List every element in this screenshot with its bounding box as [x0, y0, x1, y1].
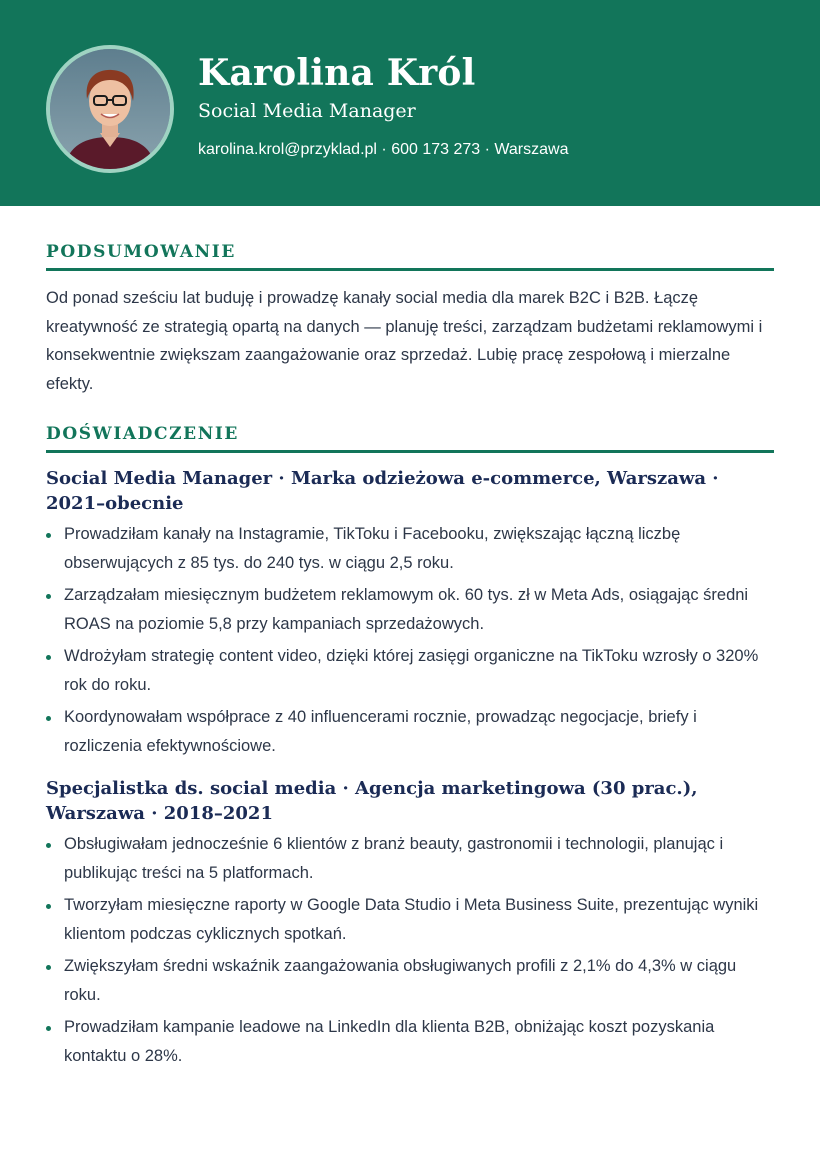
- bullet-item: [46, 952, 774, 1009]
- job-bullets: [46, 520, 774, 760]
- bullet-item: [46, 581, 774, 638]
- summary-section: [46, 242, 774, 398]
- person-icon: [50, 49, 170, 169]
- bullet-item: [46, 830, 774, 887]
- resume-header: [0, 0, 820, 206]
- job-title: Social Media Manager · Marka odzieżowa e-commerce, Warszawa · 2021–obecnie: [46, 468, 719, 514]
- bullet-text: Obsługiwałam jednocześnie 6 klientów z branż beauty, gastronomii i technologii, planując i publikując treści na 5 platformach.: [64, 835, 724, 882]
- bullet-text: Zarządzałam miesięcznym budżetem reklamowym ok. 60 tys. zł w Meta Ads, osiągając średni ROAS na poziomie 5,8 przy kampaniach sprzedażowych.: [64, 586, 749, 633]
- bullet-dot-icon: [46, 533, 51, 538]
- bullet-text: Koordynowałam współprace z 40 influencerami rocznie, prowadząc negocjacje, briefy i rozliczenia efektywnościowe.: [64, 708, 697, 755]
- experience-section: [46, 424, 774, 1070]
- section-title-experience: DOŚWIADCZENIE: [46, 424, 774, 453]
- summary-text: Od ponad sześciu lat buduję i prowadzę kanały social media dla marek B2C i B2B. Łączę kreatywność ze strategią opartą na danych — planuję treści, zarządzam budżetami reklamowymi i konsekwentnie zwiększam zaangażowanie oraz sprzedaż. Lubię pracę zespołową i mierzalne efekty.: [46, 289, 763, 393]
- bullet-item: [46, 891, 774, 948]
- bullet-dot-icon: [46, 904, 51, 909]
- bullet-item: [46, 1013, 774, 1070]
- bullet-dot-icon: [46, 655, 51, 660]
- bullet-item: [46, 520, 774, 577]
- bullet-dot-icon: [46, 594, 51, 599]
- bullet-text: Tworzyłam miesięczne raporty w Google Data Studio i Meta Business Suite, prezentując wyniki klientom podczas cyklicznych spotkań.: [64, 896, 759, 943]
- bullet-text: Prowadziłam kanały na Instagramie, TikToku i Facebooku, zwiększając łączną liczbę obserwujących z 85 tys. do 240 tys. w ciągu 2,5 roku.: [64, 525, 681, 572]
- resume-content: [46, 242, 774, 1074]
- candidate-name: Karolina Król: [198, 52, 476, 94]
- candidate-role: Social Media Manager: [198, 100, 416, 122]
- job-entry: [46, 776, 774, 1070]
- contact-info: karolina.krol@przyklad.pl · 600 173 273 · Warszawa: [198, 141, 569, 158]
- bullet-text: Prowadziłam kampanie leadowe na LinkedIn dla klienta B2B, obniżając koszt pozyskania kontaktu o 28%.: [64, 1018, 715, 1065]
- bullet-item: [46, 703, 774, 760]
- job-entry: [46, 466, 774, 760]
- bullet-dot-icon: [46, 965, 51, 970]
- bullet-item: [46, 642, 774, 699]
- profile-photo: [46, 45, 174, 173]
- bullet-dot-icon: [46, 1026, 51, 1031]
- bullet-text: Wdrożyłam strategię content video, dzięki której zasięgi organiczne na TikToku wzrosły o 320% rok do roku.: [64, 647, 759, 694]
- section-title-summary: PODSUMOWANIE: [46, 242, 774, 271]
- job-title: Specjalistka ds. social media · Agencja marketingowa (30 prac.), Warszawa · 2018–2021: [46, 778, 698, 824]
- bullet-text: Zwiększyłam średni wskaźnik zaangażowania obsługiwanych profili z 2,1% do 4,3% w ciągu roku.: [64, 957, 737, 1004]
- bullet-dot-icon: [46, 843, 51, 848]
- bullet-dot-icon: [46, 716, 51, 721]
- job-bullets: [46, 830, 774, 1070]
